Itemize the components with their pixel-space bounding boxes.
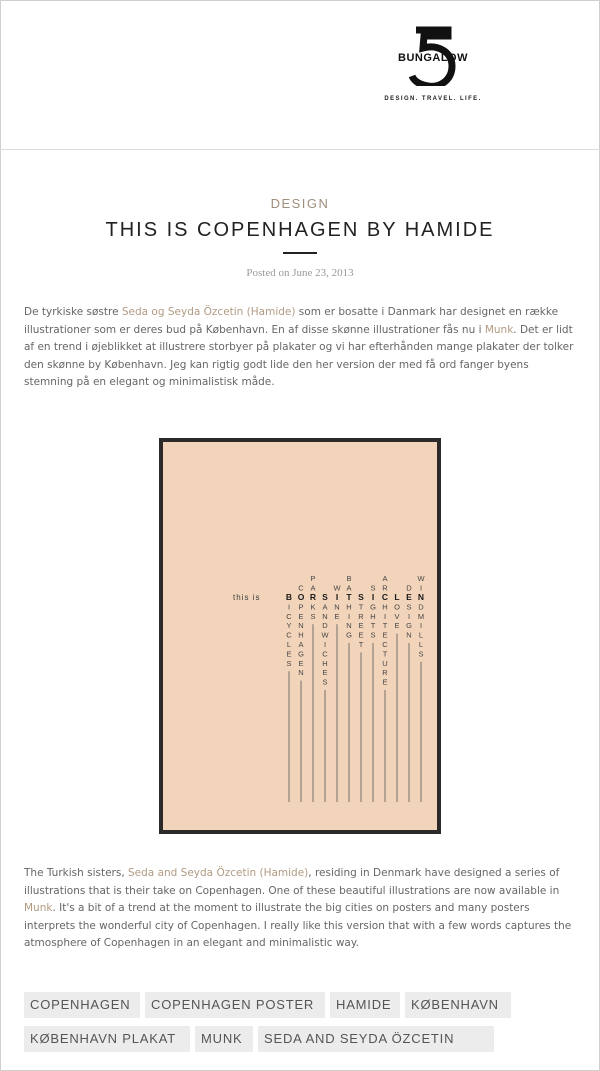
poster-letter: Y bbox=[286, 621, 292, 631]
poster-letter: S bbox=[286, 658, 292, 668]
poster-column bbox=[321, 592, 329, 802]
poster-letter: H bbox=[346, 602, 352, 612]
poster-letter: T bbox=[382, 621, 388, 631]
poster-image bbox=[159, 438, 441, 834]
poster-letter: H bbox=[370, 611, 376, 621]
tag-munk[interactable]: MUNK bbox=[195, 1026, 253, 1052]
poster-letter: H bbox=[322, 658, 328, 668]
poster-letter: N bbox=[406, 630, 412, 640]
poster-letter: I bbox=[287, 602, 291, 612]
poster-letter: S bbox=[370, 583, 376, 593]
poster-letter: N bbox=[298, 668, 304, 678]
poster-column bbox=[333, 584, 341, 802]
poster-letter: B bbox=[346, 574, 352, 584]
poster-column bbox=[382, 574, 388, 802]
paragraph-text: De tyrkiske søstre bbox=[24, 306, 122, 318]
tag-seda-and-seyda[interactable]: SEDA AND SEYDA ÖZCETIN bbox=[258, 1026, 494, 1052]
munk-link[interactable]: Munk bbox=[484, 323, 514, 336]
poster-letter: E bbox=[334, 611, 340, 621]
poster-letter: T bbox=[358, 640, 364, 649]
poster-letter: R bbox=[382, 668, 388, 678]
poster-canvas bbox=[163, 442, 437, 830]
poster-letter: D bbox=[418, 602, 424, 612]
poster-column bbox=[370, 584, 376, 802]
poster-letter: S bbox=[418, 649, 424, 659]
poster-letter: T bbox=[358, 602, 364, 612]
poster-letter: N bbox=[417, 592, 425, 602]
poster-letter: E bbox=[298, 658, 304, 668]
title-divider bbox=[283, 252, 317, 254]
poster-letter: A bbox=[310, 583, 316, 593]
poster-letter: C bbox=[381, 592, 389, 602]
tag-kobenhavn[interactable]: KØBENHAVN bbox=[405, 992, 511, 1018]
tag-copenhagen[interactable]: COPENHAGEN bbox=[24, 992, 140, 1018]
poster-column bbox=[358, 592, 364, 802]
poster-column bbox=[286, 592, 292, 802]
poster-letter: H bbox=[298, 630, 304, 640]
site-header bbox=[0, 0, 600, 150]
poster-letter: P bbox=[298, 602, 304, 612]
poster-letter: T bbox=[370, 621, 376, 631]
poster-letter: L bbox=[394, 592, 400, 602]
poster-letter: E bbox=[394, 621, 400, 631]
hamide-link[interactable]: Seda and Seyda Özcetin (Hamide) bbox=[128, 867, 309, 879]
poster-letter: A bbox=[322, 602, 328, 612]
poster-letter: E bbox=[322, 668, 328, 678]
poster-letter: N bbox=[334, 602, 340, 612]
poster-letter: L bbox=[418, 630, 424, 640]
poster-letter: A bbox=[298, 640, 304, 649]
poster-letter: A bbox=[382, 574, 388, 584]
poster-letter: I bbox=[419, 621, 423, 631]
poster-letter: I bbox=[419, 583, 423, 593]
poster-letter: G bbox=[406, 621, 412, 631]
paragraph-text: . It's a bit of a trend at the moment to illustrate the big cities on posters and many posters interprets the wonderful city of Copenhagen. I really like this version that with a few words captures the atmosphere of Copenhagen in an elegant and minimalistic way. bbox=[24, 902, 572, 949]
poster-letter: T bbox=[346, 592, 352, 602]
site-logo[interactable] bbox=[378, 26, 488, 112]
poster-letter: I bbox=[335, 592, 339, 602]
poster-letter: N bbox=[346, 621, 352, 631]
poster-letter: K bbox=[310, 602, 316, 612]
poster-letter: O bbox=[297, 592, 305, 602]
paragraph-english bbox=[24, 865, 580, 953]
poster-letter: I bbox=[371, 592, 375, 602]
poster-letter: E bbox=[358, 621, 364, 631]
poster-letter: N bbox=[298, 621, 304, 631]
poster-letter: R bbox=[382, 583, 388, 593]
poster-letter: V bbox=[394, 611, 400, 621]
poster-letter: N bbox=[322, 611, 328, 621]
poster-letter: I bbox=[323, 640, 327, 649]
poster-letter: L bbox=[418, 640, 424, 649]
logo-text: BUNGALOW bbox=[398, 52, 468, 64]
poster-letter: G bbox=[346, 630, 352, 640]
poster-letter: G bbox=[370, 602, 376, 612]
poster-letter: S bbox=[322, 677, 328, 687]
poster-letter: A bbox=[346, 583, 352, 593]
poster-letter: I bbox=[383, 611, 387, 621]
poster-letter: L bbox=[286, 640, 292, 649]
poster-letter: R bbox=[309, 592, 317, 602]
poster-letter: S bbox=[322, 592, 328, 602]
poster-letter: I bbox=[407, 611, 411, 621]
poster-column bbox=[417, 574, 425, 802]
post-category[interactable]: DESIGN bbox=[270, 196, 330, 211]
poster-letter: W bbox=[417, 574, 425, 584]
hamide-link[interactable]: Seda og Seyda Özcetin (Hamide) bbox=[121, 306, 296, 318]
post-date: Posted on June 23, 2013 bbox=[246, 267, 354, 279]
poster-letter: S bbox=[406, 602, 412, 612]
tag-kobenhavn-plakat[interactable]: KØBENHAVN PLAKAT bbox=[24, 1026, 190, 1052]
paragraph-text: The Turkish sisters, bbox=[24, 867, 129, 879]
post-title: THIS IS COPENHAGEN BY HAMIDE bbox=[105, 219, 495, 241]
poster-column bbox=[310, 574, 316, 802]
paragraph-text: . Det er lidt af en trend i øjeblikket at illustrere storbyer på plakater og vi har efterhånden mange plakater der tolker den skønne by København. Jeg kan rigtig godt lide den her version der med få ord fanger byens stemning på en elegant og minimalistisk måde. bbox=[24, 323, 574, 388]
paragraph-danish bbox=[24, 304, 580, 392]
poster-letter: T bbox=[382, 649, 388, 659]
poster-letter: O bbox=[394, 602, 400, 612]
poster-prefix: this is bbox=[233, 593, 261, 602]
poster-letter: C bbox=[286, 611, 292, 621]
poster-column bbox=[406, 584, 412, 802]
poster-letter: E bbox=[382, 677, 388, 687]
poster-letter: D bbox=[406, 583, 412, 593]
poster-letter: R bbox=[358, 611, 364, 621]
poster-letter: C bbox=[286, 630, 292, 640]
poster-letter: M bbox=[417, 611, 425, 621]
poster-letter: S bbox=[370, 630, 376, 640]
poster-letter: C bbox=[322, 649, 328, 659]
poster-letter: E bbox=[382, 630, 388, 640]
poster-letter: C bbox=[382, 640, 388, 649]
poster-letter: H bbox=[382, 602, 388, 612]
poster-typography bbox=[163, 442, 437, 830]
paragraph-text: , residing in Denmark have designed a series of illustrations that is their take on Copenhagen. One of these beautiful illustrations are now available in bbox=[24, 867, 560, 897]
poster-letter: C bbox=[298, 583, 304, 593]
poster-letter: I bbox=[347, 611, 351, 621]
tag-hamide[interactable]: HAMIDE bbox=[330, 992, 400, 1018]
poster-letter: S bbox=[310, 611, 316, 621]
paragraph-text: som er bosatte i Danmark har designet en række illustrationer som er deres bud på København. En af disse skønne illustrationer fås nu i bbox=[24, 306, 559, 336]
poster-letter: B bbox=[285, 592, 293, 602]
tag-copenhagen-poster[interactable]: COPENHAGEN POSTER bbox=[145, 992, 325, 1018]
munk-link[interactable]: Munk bbox=[24, 902, 53, 914]
poster-letter: P bbox=[310, 574, 316, 584]
poster-letter: E bbox=[406, 592, 412, 602]
poster-letter: E bbox=[358, 630, 364, 640]
poster-column bbox=[346, 574, 352, 802]
poster-letter: U bbox=[382, 658, 388, 668]
poster-column bbox=[394, 592, 400, 802]
poster-column bbox=[298, 584, 305, 802]
poster-letter: W bbox=[333, 583, 341, 593]
site-tagline: DESIGN. TRAVEL. LIFE. bbox=[384, 96, 482, 102]
poster-letter: E bbox=[298, 611, 304, 621]
poster-letter: G bbox=[298, 649, 304, 659]
poster-letter: S bbox=[358, 592, 364, 602]
poster-letter: W bbox=[321, 630, 329, 640]
poster-letter: E bbox=[286, 649, 292, 659]
poster-letter: D bbox=[322, 621, 328, 631]
